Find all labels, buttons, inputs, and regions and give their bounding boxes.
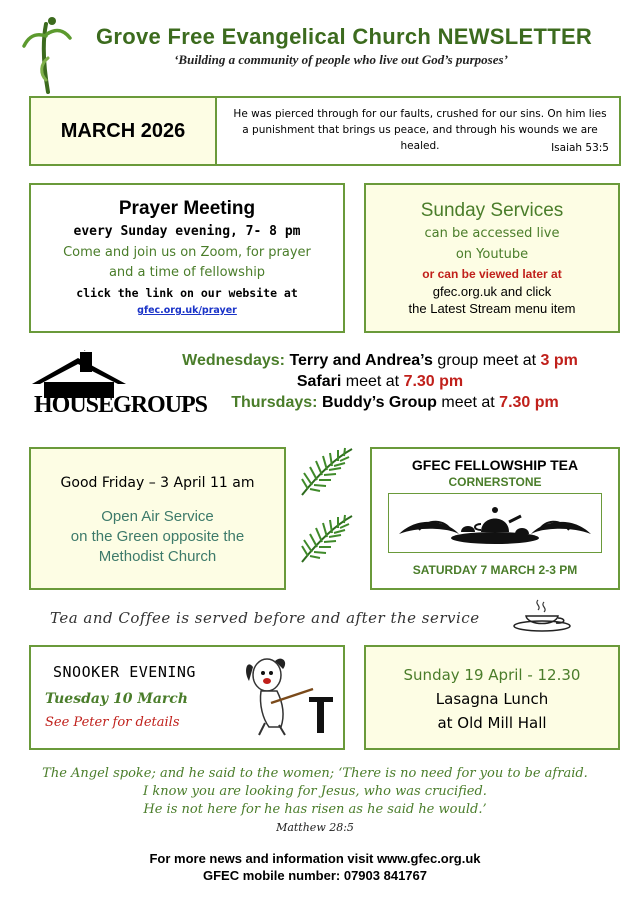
prayer-meeting-box xyxy=(29,183,345,333)
thursday-group: Buddy’s Group xyxy=(321,394,437,411)
prayer-link[interactable]: gfec.org.uk/prayer xyxy=(137,305,237,316)
prayer-when: every Sunday evening, 7- 8 pm xyxy=(73,224,301,239)
snooker-details: See Peter for details xyxy=(45,715,180,730)
tea-date: SATURDAY 7 MARCH 2-3 PM xyxy=(412,563,578,577)
quote-reference: Matthew 28:5 xyxy=(276,821,354,834)
footer xyxy=(20,850,610,884)
lunch-venue: at Old Mill Hall xyxy=(437,714,547,732)
sunday-services-box xyxy=(364,183,620,333)
tea-image-frame xyxy=(388,493,602,553)
month-label: MARCH 2026 xyxy=(60,119,186,142)
housegroup-thursday xyxy=(170,394,620,412)
lasagna-lunch-box xyxy=(364,645,620,750)
friday-line-3: Methodist Church xyxy=(98,548,217,565)
prayer-line-2: and a time of fellowship xyxy=(108,265,266,280)
sunday-line-4: gfec.org.uk and click xyxy=(432,284,552,299)
footer-website: For more news and information visit www.gfec.org.uk xyxy=(149,851,481,866)
march-banner xyxy=(29,96,621,166)
newsletter-tagline: ‘Building a community of people who live out God’s purposes’ xyxy=(174,52,508,67)
snooker-evening-box xyxy=(29,645,345,750)
verse-line-1: He was pierced through for our faults, crushed for our sins. On him lies xyxy=(233,108,607,120)
sunday-line-5: the Latest Stream menu item xyxy=(408,301,576,316)
quote-line-3: He is not here for he has risen as he said he would.’ xyxy=(143,802,487,817)
snooker-title: SNOOKER EVENING xyxy=(53,663,196,681)
safari-meet: meet at xyxy=(345,373,400,390)
housegroup-safari xyxy=(150,373,610,391)
wednesday-group: Terry and Andrea’s xyxy=(289,352,433,369)
friday-title: Good Friday – 3 April 11 am xyxy=(60,475,255,491)
thursday-meet: meet at xyxy=(441,394,495,411)
quote-line-2: I know you are looking for Jesus, who was crucified. xyxy=(143,784,487,799)
snooker-date: Tuesday 10 March xyxy=(45,691,188,707)
palm-leaf-icon xyxy=(298,512,354,566)
lunch-title: Lasagna Lunch xyxy=(435,690,549,708)
thursday-time: 7.30 pm xyxy=(499,394,559,411)
coffee-cup-icon xyxy=(512,598,572,634)
tea-title: GFEC FELLOWSHIP TEA xyxy=(411,457,579,473)
tea-coffee-note: Tea and Coffee is served before and after the service xyxy=(50,609,480,627)
church-logo-icon xyxy=(22,14,72,94)
sunday-line-1: can be accessed live xyxy=(424,226,560,241)
tea-subtitle: CORNERSTONE xyxy=(448,475,542,489)
wednesday-meet: group meet at xyxy=(437,352,537,369)
safari-group: Safari xyxy=(296,373,342,390)
prayer-line-3: click the link on our website at xyxy=(76,286,298,300)
prayer-line-1: Come and join us on Zoom, for prayer xyxy=(63,245,311,260)
friday-line-2: on the Green opposite the xyxy=(70,528,245,545)
friday-line-1: Open Air Service xyxy=(101,508,214,525)
palm-leaf-icon xyxy=(298,445,354,499)
month-box xyxy=(31,98,217,164)
newsletter-title: Grove Free Evangelical Church NEWSLETTER xyxy=(96,24,593,49)
verse-line-2: a punishment that brings us peace, and through his wounds we are healed. xyxy=(242,124,598,152)
wednesday-label: Wednesdays: xyxy=(182,352,285,369)
fellowship-tea-box xyxy=(370,447,620,590)
thursday-label: Thursdays: xyxy=(231,394,318,411)
sunday-line-3: or can be viewed later at xyxy=(422,267,562,281)
snooker-dog-icon xyxy=(241,653,337,745)
quote-line-1: The Angel spoke; and he said to the women; ‘There is no need for you to be afraid. xyxy=(42,766,588,781)
prayer-title: Prayer Meeting xyxy=(118,198,256,219)
safari-time: 7.30 pm xyxy=(403,373,464,390)
scripture-quote xyxy=(20,765,610,837)
good-friday-box xyxy=(29,447,286,590)
housegroups-heading: HOUSEGROUPS xyxy=(34,392,208,418)
tea-set-icon xyxy=(389,494,601,552)
wednesday-time: 3 pm xyxy=(540,352,578,369)
footer-phone: GFEC mobile number: 07903 841767 xyxy=(203,868,427,883)
sunday-line-2: on Youtube xyxy=(455,247,529,262)
verse-reference: Isaiah 53:5 xyxy=(551,142,609,154)
sunday-title: Sunday Services xyxy=(420,200,564,221)
housegroup-wednesday xyxy=(150,352,610,370)
lunch-date: Sunday 19 April - 12.30 xyxy=(403,666,581,684)
